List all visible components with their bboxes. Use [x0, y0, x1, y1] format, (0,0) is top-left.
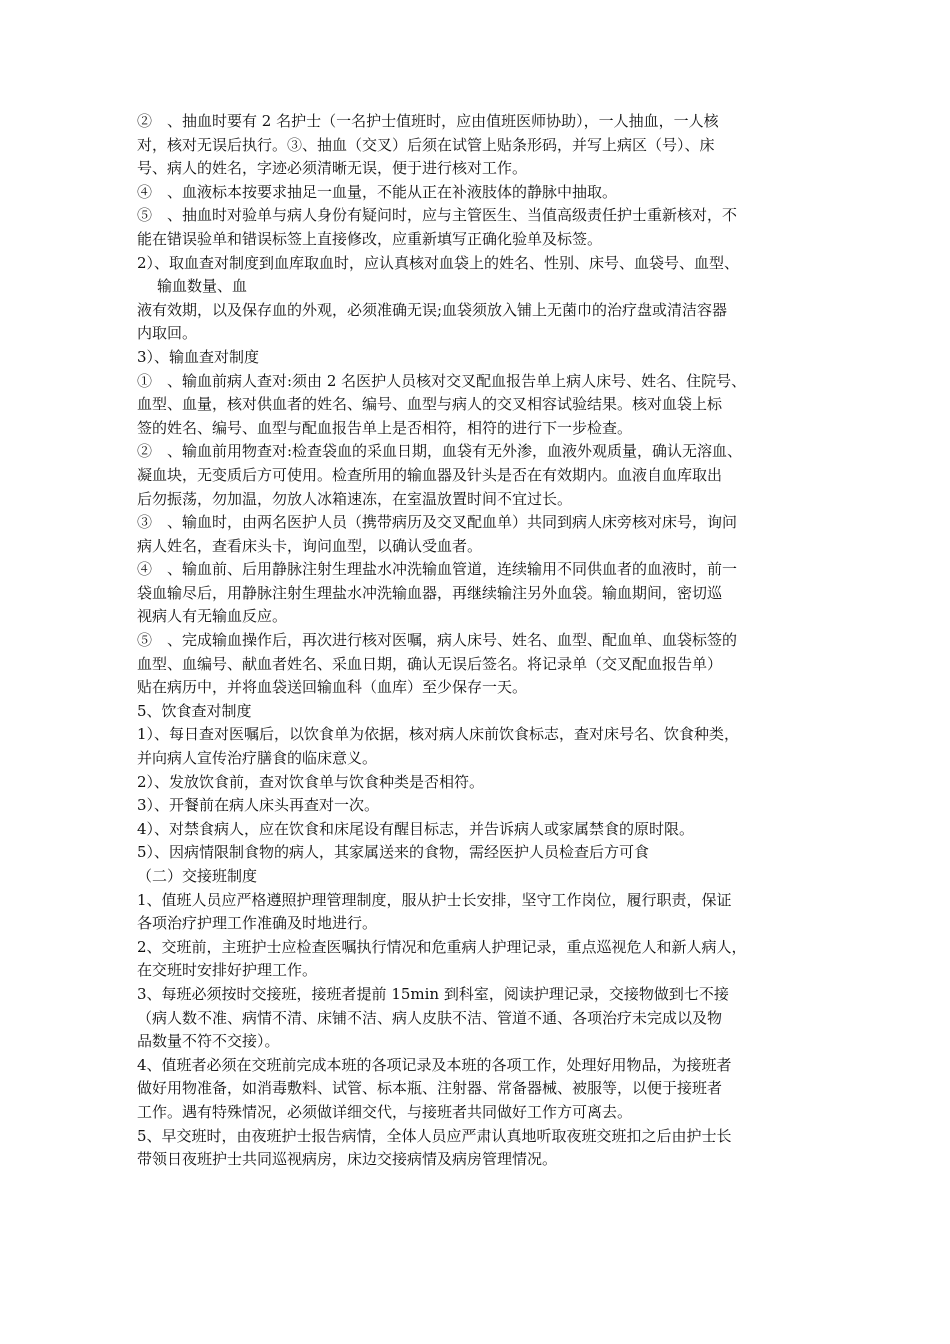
text-line: 5、早交班时，由夜班护士报告病情，全体人员应严肃认真地听取夜班交班扣之后由护士长 [137, 1126, 732, 1145]
text-line: 病人姓名，查看床头卡，询问血型，以确认受血者。 [137, 536, 483, 555]
text-line: 4）、对禁食病人，应在饮食和床尾设有醒目标志，并告诉病人或家属禁食的原时限。 [137, 819, 695, 838]
text-line: ⑤ 、抽血时对验单与病人身份有疑问时，应与主管医生、当值高级责任护士重新核对，不 [137, 206, 738, 225]
text-line: 1）、每日查对医嘱后，以饮食单为依据，核对病人床前饮食标志，查对床号名、饮食种类， [137, 725, 740, 744]
text-line: ② 、输血前用物查对:检查袋血的采血日期，血袋有无外渗，血液外观质量，确认无溶血、 [137, 442, 743, 461]
text-line: 号、病人的姓名，字迹必须清晰无误，便于进行核对工作。 [137, 159, 528, 178]
text-line: 后勿振荡，勿加温，勿放人冰箱速冻，在室温放置时间不宜过长。 [137, 489, 573, 508]
text-line: 并向病人宣传治疗膳食的临床意义。 [137, 749, 378, 768]
text-line: 2）、发放饮食前，查对饮食单与饮食种类是否相符。 [137, 772, 485, 791]
text-line: ⑤ 、完成输血操作后，再次进行核对医嘱，病人床号、姓名、血型、配血单、血袋标签的 [137, 631, 738, 650]
text-line: 血型、血编号、献血者姓名、采血日期，确认无误后签名。将记录单（交叉配血报告单） [137, 654, 723, 673]
text-line: 内取回。 [137, 324, 198, 343]
text-line: 4、值班者必须在交班前完成本班的各项记录及本班的各项工作，处理好用物品，为接班者 [137, 1055, 732, 1074]
text-line: 3、每班必须按时交接班，接班者提前 15min 到科室，阅读护理记录，交接物做到七不接 [137, 984, 729, 1003]
text-line: 贴在病历中，并将血袋送回输血科（血库）至少保存一天。 [137, 678, 528, 697]
text-line: ④ 、输血前、后用静脉注射生理盐水冲洗输血管道，连续输用不同供血者的血液时，前一 [137, 560, 738, 579]
text-line: 工作。遇有特殊情况，必须做详细交代，与接班者共同做好工作方可离去。 [137, 1102, 633, 1121]
text-line: （病人数不准、病情不清、床铺不洁、病人皮肤不洁、管道不通、各项治疗未完成以及物 [137, 1008, 723, 1027]
text-line: ④ 、血液标本按要求抽足一血量，不能从正在补液肢体的静脉中抽取。 [137, 182, 618, 201]
text-line: 视病人有无输血反应。 [137, 607, 288, 626]
text-line: 品数量不符不交接）。 [137, 1032, 280, 1051]
text-line: 做好用物准备，如消毒敷料、试管、标本瓶、注射器、常备器械、被服等，以便于接班者 [137, 1079, 723, 1098]
section-heading: （二）交接班制度 [137, 867, 258, 885]
text-line: 1、值班人员应严格遵照护理管理制度，服从护士长安排，坚守工作岗位，履行职责，保证 [137, 890, 732, 909]
document-body [137, 110, 827, 1172]
text-line: 5）、因病情限制食物的病人，其家属送来的食物，需经医护人员检查后方可食 [137, 843, 650, 862]
text-line: 能在错误验单和错误标签上直接修改，应重新填写正确化验单及标签。 [137, 229, 603, 248]
text-line: 袋血输尽后，用静脉注射生理盐水冲洗输血器，再继续输注另外血袋。输血期间，密切巡 [137, 583, 723, 602]
text-line: 对，核对无误后执行。③、抽血（交叉）后须在试管上贴条形码，并写上病区（号）、床 [137, 135, 715, 154]
section-heading: 3）、输血查对制度 [137, 347, 260, 366]
text-line: 在交班时安排好护理工作。 [137, 961, 318, 980]
text-line: ② 、抽血时要有 2 名护士（一名护士值班时，应由值班医师协助），一人抽血，一人核 [137, 112, 719, 130]
text-line: ① 、输血前病人查对:须由 2 名医护人员核对交叉配血报告单上病人床号、姓名、住院号、 [137, 371, 747, 390]
text-line: 签的姓名、编号、血型与配血报告单上是否相符，相符的进行下一步检查。 [137, 418, 633, 437]
text-line: 血型、血量，核对供血者的姓名、编号、血型与病人的交叉相容试验结果。核对血袋上标 [137, 395, 723, 414]
text-line: 凝血块，无变质后方可使用。检查所用的输血器及针头是否在有效期内。血液自血库取出 [137, 465, 723, 484]
text-line: 带领日夜班护士共同巡视病房，床边交接病情及病房管理情况。 [137, 1150, 558, 1169]
text-line: 各项治疗护理工作准确及时地进行。 [137, 914, 378, 933]
text-line: 输血数量、血 [157, 277, 248, 296]
text-line: 2）、取血查对制度到血库取血时，应认真核对血袋上的姓名、性别、床号、血袋号、血型、 [137, 253, 740, 272]
text-line: 3）、开餐前在病人床头再查对一次。 [137, 796, 380, 815]
text-line: 2、交班前，主班护士应检查医嘱执行情况和危重病人护理记录，重点巡视危人和新人病人， [137, 937, 747, 956]
text-line: ③ 、输血时，由两名医护人员（携带病历及交叉配血单）共同到病人床旁核对床号，询问 [137, 513, 738, 532]
text-line: 液有效期，以及保存血的外观，必须准确无误;血袋须放入铺上无菌巾的治疗盘或清洁容器 [137, 300, 728, 319]
section-heading: 5、饮食查对制度 [137, 701, 252, 720]
